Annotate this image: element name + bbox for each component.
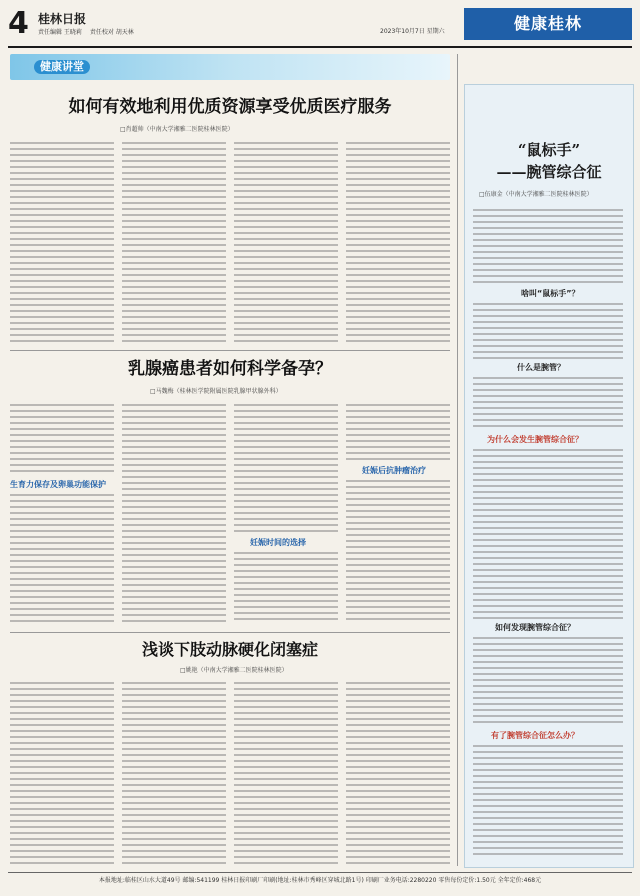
sidebar-text-1: [473, 209, 623, 285]
article1-column-3: [234, 142, 338, 342]
divider: [10, 350, 450, 351]
divider: [10, 632, 450, 633]
sidebar-subhead-5: 有了腕管综合征怎么办？: [491, 731, 579, 740]
article2-column-4b: [346, 480, 450, 624]
footer-info: 本报地址:临桂区山水大道49号 邮编:541199 桂林日报印刷厂印刷(地址:桂林市秀峰区穿城北路1号) 印刷厂业务电话:2280220 零售每份定价:1.50元 全年定价:468元: [8, 872, 632, 889]
staff-proofreader: 责任校对 胡天林: [89, 29, 134, 36]
sidebar-text-6: [473, 745, 623, 859]
sidebar-text-2: [473, 303, 623, 359]
sidebar-text-3: [473, 377, 623, 431]
article3-byline: □姚艳（中南大学湘雅二医院桂林医院）: [180, 667, 288, 674]
article2-byline: □马魏梅（桂林医学院附属医院乳腺甲状腺外科）: [150, 388, 282, 395]
sidebar-article: [464, 84, 634, 868]
article2-subhead-3: 妊娠时间的选择: [250, 538, 306, 547]
article1-title: 如何有效地利用优质资源享受优质医疗服务: [68, 97, 392, 117]
issue-date: 2023年10月7日 星期六: [380, 28, 445, 35]
article1-column-4: [346, 142, 450, 342]
masthead-rule: [8, 46, 632, 48]
sidebar-subhead-3: 为什么会发生腕管综合征？: [487, 435, 583, 444]
article1-column-1: [10, 142, 114, 342]
article3-column-3: [234, 682, 338, 866]
article2-column-4a: [346, 404, 450, 462]
article3-column-4: [346, 682, 450, 866]
article2-column-1b: [10, 494, 114, 624]
staff-credits: [38, 29, 140, 37]
sidebar-title-line1: “鼠标手”: [517, 141, 581, 159]
article1-byline: □肖超帅（中南大学湘雅二医院桂林医院）: [120, 126, 234, 133]
article3-column-2: [122, 682, 226, 866]
sidebar-byline: □伍康金（中南大学湘雅二医院桂林医院）: [479, 191, 593, 198]
article2-column-2: [122, 404, 226, 624]
article3-column-1: [10, 682, 114, 866]
paper-name: 桂林日报: [38, 12, 87, 26]
column-banner: [10, 54, 450, 80]
section-title: 健康桂林: [464, 8, 632, 40]
sidebar-title-line2: ——腕管综合征: [496, 163, 602, 181]
article2-column-3a: [234, 404, 338, 534]
column-label: 健康讲堂: [34, 60, 90, 74]
page-number: 4: [8, 6, 29, 41]
sidebar-subhead-1: 啥叫“鼠标手”？: [521, 289, 580, 298]
article2-column-3b: [234, 552, 338, 624]
column-divider: [457, 54, 458, 866]
sidebar-subhead-2: 什么是腕管？: [517, 363, 565, 372]
sidebar-text-4: [473, 449, 623, 619]
article3-title: 浅谈下肢动脉硬化闭塞症: [141, 640, 318, 659]
article2-subhead-2: 妊娠后抗肿瘤治疗: [362, 466, 426, 475]
sidebar-subhead-4: 如何发现腕管综合征？: [495, 623, 575, 632]
sidebar-text-5: [473, 637, 623, 727]
article2-column-1a: [10, 404, 114, 476]
article1-column-2: [122, 142, 226, 342]
staff-editor: 责任编辑 王晓莉: [38, 29, 82, 36]
article2-title: 乳腺癌患者如何科学备孕？: [128, 359, 332, 379]
article2-subhead-1: 生育力保存及卵巢功能保护: [10, 480, 106, 489]
masthead: [8, 8, 632, 44]
